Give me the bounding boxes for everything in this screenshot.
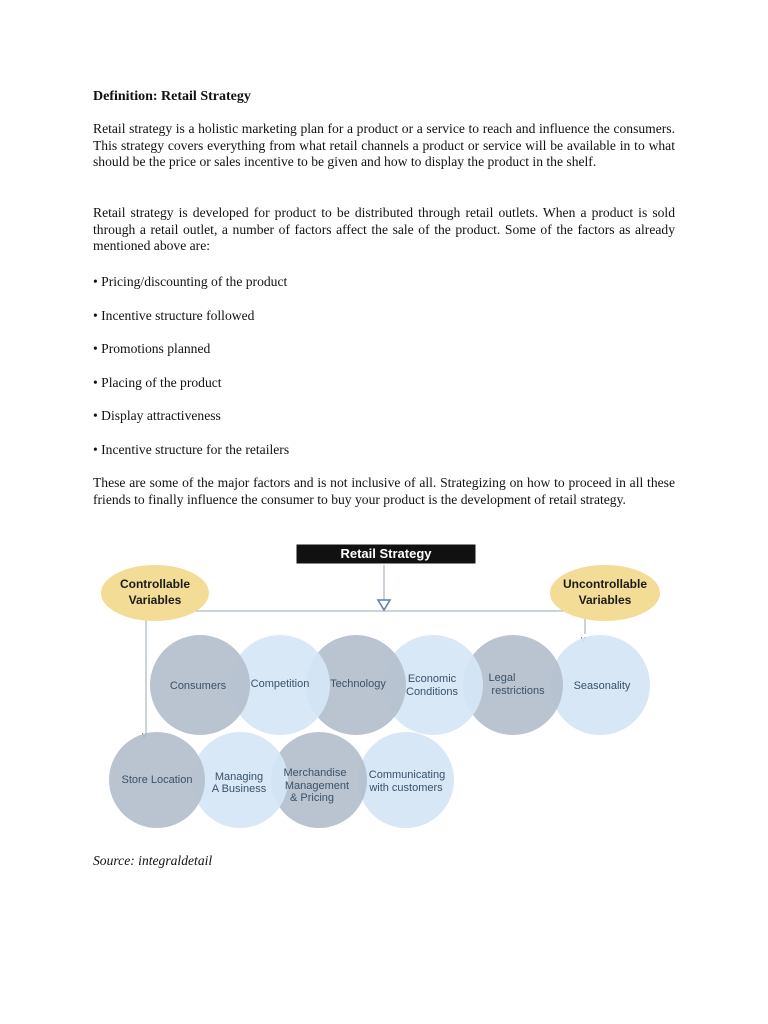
label-competition: Competition <box>250 678 310 690</box>
diagram-title: Retail Strategy <box>340 546 432 561</box>
list-item: • Promotions planned <box>93 341 211 357</box>
label-merchandise-line2: Management <box>284 780 350 792</box>
uncontrollable-label-line1: Uncontrollable <box>562 577 648 591</box>
paragraph-factors: Retail strategy is developed for product to be distributed through retail outlets. When a product is sold through a retail outlet, a number of factors affect the sale of the product. Some of the factors as already mentioned above are: <box>93 205 675 254</box>
paragraph-conclusion: These are some of the major factors and is not inclusive of all. Strategizing on how to proceed in all these friends to finally influence the consumer to buy your product is the development of retail strategy. <box>93 475 675 507</box>
list-item: • Placing of the product <box>93 374 222 390</box>
label-merchandise-line1: Merchandise <box>283 767 347 779</box>
label-communicating-line1: Communicating <box>368 769 446 781</box>
label-economic-line1: Economic <box>407 673 457 685</box>
paragraph-intro: Retail strategy is a holistic marketing plan for a product or a service to reach and influence the consumers. This strategy covers everything from what retail channels a product or service will be available in to what should be the price or sales incentive to be given and how to display the product in the shelf. <box>93 121 675 170</box>
source-caption: Source: integraldetail <box>93 853 213 868</box>
factor-list <box>93 273 289 475</box>
down-arrow-icon <box>378 600 390 610</box>
controllable-label-line1: Controllable <box>119 577 191 591</box>
label-technology: Technology <box>330 678 386 690</box>
list-item: • Incentive structure for the retailers <box>93 441 290 457</box>
list-item: • Pricing/discounting of the product <box>93 274 288 289</box>
label-economic-line2: Conditions <box>406 686 458 698</box>
label-managing-line1: Managing <box>214 771 264 783</box>
retail-strategy-diagram <box>100 538 670 838</box>
label-communicating-line2: with customers <box>369 782 443 794</box>
label-seasonality: Seasonality <box>573 680 631 692</box>
label-consumers: Consumers <box>169 680 227 692</box>
list-item: • Incentive structure followed <box>93 307 255 323</box>
label-legal-line2: restrictions <box>491 685 545 697</box>
label-legal-line1: Legal <box>488 672 516 684</box>
label-merchandise-line3: & Pricing <box>289 792 335 804</box>
label-managing-line2: A Business <box>211 783 267 795</box>
list-item: • Display attractiveness <box>93 408 221 424</box>
uncontrollable-label-line2: Variables <box>578 593 632 607</box>
controllable-label-line2: Variables <box>128 593 182 607</box>
page-title: Definition: Retail Strategy <box>93 89 251 104</box>
label-store-location: Store Location <box>121 774 193 786</box>
